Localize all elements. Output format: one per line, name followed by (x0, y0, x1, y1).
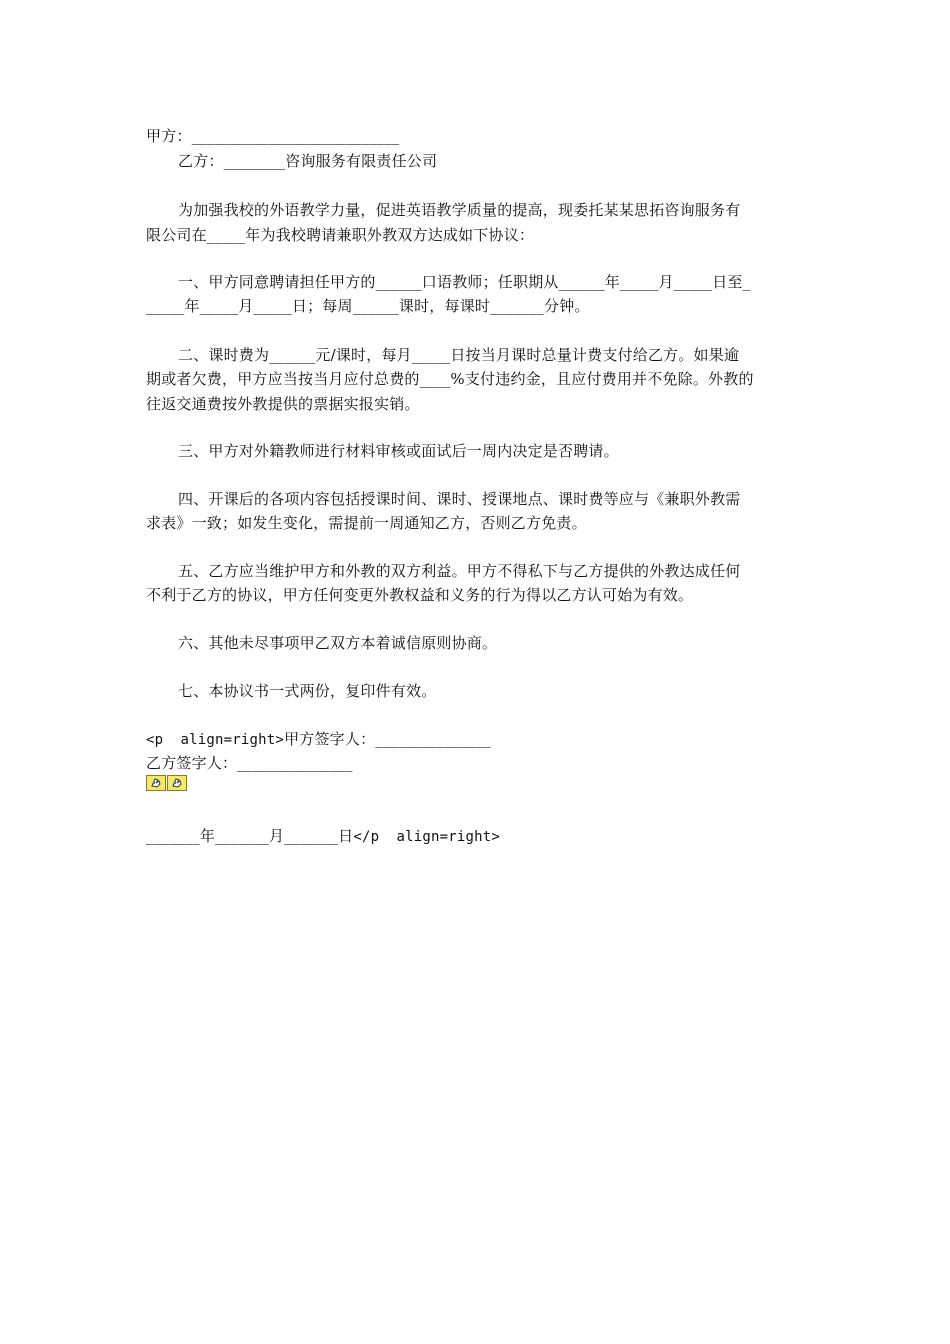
clause-2-line-2: 期或者欠费，甲方应当按当月应付总费的____%支付违约金，且应付费用并不免除。外教的 (146, 370, 754, 388)
clause-7: 七、本协议书一式两份，复印件有效。 (178, 682, 437, 700)
date-fields: _______年_______月_______日 (146, 827, 354, 845)
party-b-signature: 乙方签字人：_______________ (146, 754, 353, 772)
clause-6: 六、其他未尽事项甲乙双方本着诚信原则协商。 (178, 634, 498, 652)
clause-2-line-3: 往返交通费按外教提供的票据实报实销。 (146, 395, 420, 413)
html-tag-text-end: </p align=right> (353, 829, 501, 845)
clause-2-line-1: 二、课时费为______元/课时，每月_____日按当月课时总量计费支付给乙方。如果逾 (178, 346, 740, 364)
signature-a-line (146, 727, 491, 752)
broken-link-icon (167, 775, 187, 791)
intro-line-1: 为加强我校的外语教学力量，促进英语教学质量的提高，现委托某某思拓咨询服务有 (178, 201, 741, 219)
clause-5-line-1: 五、乙方应当维护甲方和外教的双方利益。甲方不得私下与乙方提供的外教达成任何 (178, 562, 741, 580)
html-tag-text: <p align=right> (146, 732, 285, 748)
broken-image-icons (146, 775, 187, 791)
date-line (146, 824, 500, 849)
party-a-signature: 甲方签字人：_______________ (284, 730, 491, 748)
party-a-line: 甲方：___________________________ (146, 127, 400, 145)
party-b-line: 乙方：________咨询服务有限责任公司 (178, 152, 438, 170)
clause-4-line-2: 求表》一致；如发生变化，需提前一周通知乙方，否则乙方免责。 (146, 514, 587, 532)
clause-5-line-2: 不利于乙方的协议，甲方任何变更外教权益和义务的行为得以乙方认可始为有效。 (146, 586, 694, 604)
clause-1-line-2: _____年_____月_____日；每周______课时，每课时_______分钟。 (146, 297, 590, 315)
clause-3: 三、甲方对外籍教师进行材料审核或面试后一周内决定是否聘请。 (178, 442, 619, 460)
intro-line-2: 限公司在_____年为我校聘请兼职外教双方达成如下协议： (146, 226, 535, 244)
clause-4-line-1: 四、开课后的各项内容包括授课时间、课时、授课地点、课时费等应与《兼职外教需 (178, 490, 741, 508)
broken-link-icon (146, 775, 166, 791)
clause-1-line-1: 一、甲方同意聘请担任甲方的______口语教师；任职期从______年_____月_____日至_ (178, 273, 751, 291)
